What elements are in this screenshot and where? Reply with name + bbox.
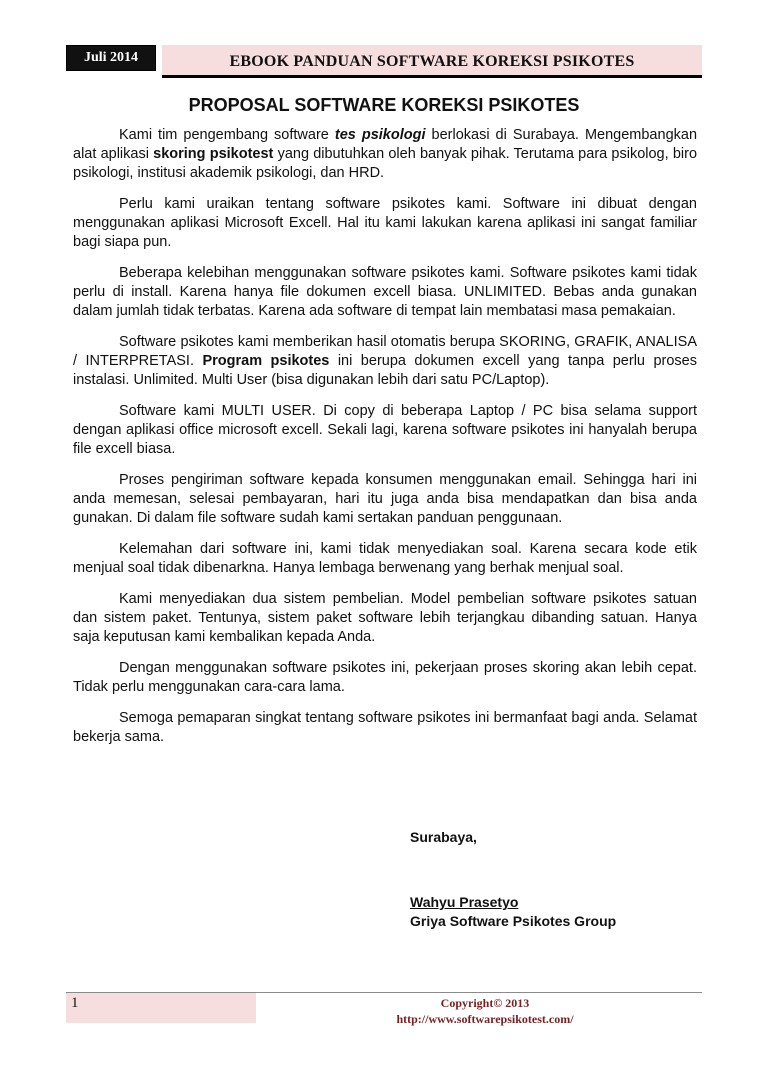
signature-city: Surabaya, <box>410 829 477 845</box>
emphasis-text: tes psikologi <box>334 127 426 143</box>
footer-page-number: 1 <box>71 995 79 1011</box>
paragraph-text: Proses pengiriman software kepada konsumen menggunakan email. Sehingga hari ini anda memesan, selesai pembayaran, hari itu juga anda bisa mendapatkan dan bisa anda gunakan. Di dalam file software sudah kami sertakan panduan penggunaan. <box>73 472 697 526</box>
header-date-box <box>66 45 156 71</box>
paragraph-text: ini berupa dokumen excell yang tanpa perlu proses instalasi. Unlimited. Multi User (bisa digunakan lebih dari satu PC/Laptop). <box>73 353 697 388</box>
header-title: EBOOK PANDUAN SOFTWARE KOREKSI PSIKOTES <box>229 53 635 70</box>
header-title-bar <box>162 45 702 78</box>
paragraph-text: Beberapa kelebihan menggunakan software psikotes kami. Software psikotes kami tidak perlu di install. Karena hanya file dokumen excell biasa. UNLIMITED. Bebas anda gunakan dalam jumlah tidak terbatas. Karena ada software di tempat lain membatasi masa pemakaian. <box>73 265 697 319</box>
emphasis-text: skoring psikotest <box>153 146 274 162</box>
body-paragraph <box>73 264 697 321</box>
paragraph-text: Kelemahan dari software ini, kami tidak menyediakan soal. Karena secara kode etik menjual soal tidak dibenarkna. Hanya lembaga berwenang yang berhak menjual soal. <box>73 541 697 576</box>
paragraph-text: Kami tim pengembang software <box>119 127 335 143</box>
paragraph-text: Software psikotes kami memberikan hasil otomatis berupa SKORING, GRAFIK, ANALISA / INTERPRETASI. <box>73 334 697 369</box>
paragraph-text: Perlu kami uraikan tentang software psikotes kami. Software ini dibuat dengan menggunakan aplikasi Microsoft Excell. Hal itu kami lakukan karena aplikasi ini sangat familiar bagi siapa pun. <box>73 196 697 250</box>
body-paragraph <box>73 471 697 528</box>
paragraph-text: Dengan menggunakan software psikotes ini, pekerjaan proses skoring akan lebih cepat. Tidak perlu menggunakan cara-cara lama. <box>73 660 697 695</box>
document-body <box>73 126 697 759</box>
footer-url[interactable]: http://www.softwarepsikotest.com/ <box>396 1012 574 1026</box>
footer-copyright: Copyright© 2013 <box>440 996 530 1010</box>
paragraph-text: Semoga pemaparan singkat tentang software psikotes ini bermanfaat bagi anda. Selamat bekerja sama. <box>73 710 697 745</box>
footer-page-box <box>66 993 256 1023</box>
paragraph-text: berlokasi di Surabaya. Mengembangkan alat aplikasi <box>73 127 698 162</box>
body-paragraph <box>73 540 697 578</box>
paragraph-text: Kami menyediakan dua sistem pembelian. Model pembelian software psikotes satuan dan sistem paket. Tentunya, sistem paket software lebih terjangkau dibanding satuan. Hanya saja keputusan kami kembalikan kepada Anda. <box>73 591 697 645</box>
body-paragraph <box>73 590 697 647</box>
paragraph-text: Software kami MULTI USER. Di copy di beberapa Laptop / PC bisa selama support dengan aplikasi office microsoft excell. Sekali lagi, karena software psikotes ini hanyalah berupa file excell biasa. <box>73 403 697 457</box>
body-paragraph <box>73 659 697 697</box>
header-date: Juli 2014 <box>83 50 139 65</box>
paragraph-text: yang dibutuhkan oleh banyak pihak. Terutama para psikolog, biro psikologi, institusi akademik psikologi, dan HRD. <box>73 146 698 181</box>
emphasis-text: Program psikotes <box>202 353 330 369</box>
body-paragraph <box>73 709 697 747</box>
document-title: PROPOSAL SOFTWARE KOREKSI PSIKOTES <box>188 95 580 115</box>
signature-name: Wahyu Prasetyo <box>410 894 519 910</box>
body-paragraph <box>73 195 697 252</box>
body-paragraph <box>73 126 697 183</box>
body-paragraph <box>73 333 697 390</box>
body-paragraph <box>73 402 697 459</box>
signature-company: Griya Software Psikotes Group <box>410 913 617 929</box>
